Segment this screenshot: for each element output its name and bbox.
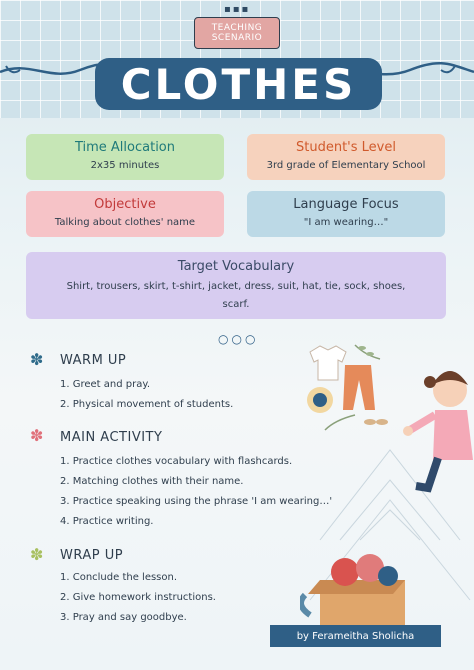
card-heading: Objective <box>94 197 156 212</box>
list-item: 2. Physical movement of students. <box>60 399 234 410</box>
target-vocabulary-card <box>26 252 446 319</box>
list-item: 1. Conclude the lesson. <box>60 572 178 583</box>
flower-icon: ✽ <box>30 426 44 445</box>
list-item: 3. Practice speaking using the phrase 'I am wearing…' <box>60 496 333 507</box>
card-value: "I am wearing…" <box>303 217 389 228</box>
teaching-scenario-badge: TEACHING SCENARIO <box>194 17 280 49</box>
wrap-up-title: WRAP UP <box>60 548 124 563</box>
card-value: 3rd grade of Elementary School <box>266 160 426 171</box>
author-footer: by Ferameitha Sholicha <box>270 625 441 647</box>
student-level-card <box>247 134 445 180</box>
card-heading: Language Focus <box>293 197 399 212</box>
language-focus-card <box>247 191 445 237</box>
card-value: 2x35 minutes <box>90 160 160 171</box>
list-item: 3. Pray and say goodbye. <box>60 612 187 623</box>
card-heading: Student's Level <box>296 140 396 155</box>
flower-icon: ✽ <box>30 350 44 369</box>
list-item: 2. Give homework instructions. <box>60 592 216 603</box>
clothes-illustration <box>300 340 474 640</box>
card-heading: Target Vocabulary <box>177 259 295 274</box>
list-item: 2. Matching clothes with their name. <box>60 476 244 487</box>
wrap-up-list <box>60 568 216 628</box>
page-title: CLOTHES <box>95 58 382 110</box>
objective-card <box>26 191 224 237</box>
card-heading: Time Allocation <box>74 140 176 155</box>
divider-dots: ○○○ <box>218 332 259 346</box>
dots-decoration: ▪▪▪ <box>224 4 251 15</box>
card-value: Talking about clothes' name <box>54 217 196 228</box>
list-item: 1. Greet and pray. <box>60 379 151 390</box>
card-value: Shirt, trousers, skirt, t-shirt, jacket, dress, suit, hat, tie, sock, shoes, scarf. <box>66 281 406 310</box>
list-item: 1. Practice clothes vocabulary with flashcards. <box>60 456 293 467</box>
main-activity-title: MAIN ACTIVITY <box>60 430 163 445</box>
list-item: 4. Practice writing. <box>60 516 154 527</box>
warm-up-title: WARM UP <box>60 353 127 368</box>
main-activity-list <box>60 452 332 532</box>
time-allocation-card <box>26 134 224 180</box>
flower-icon: ✽ <box>30 545 44 564</box>
warm-up-list <box>60 375 233 415</box>
